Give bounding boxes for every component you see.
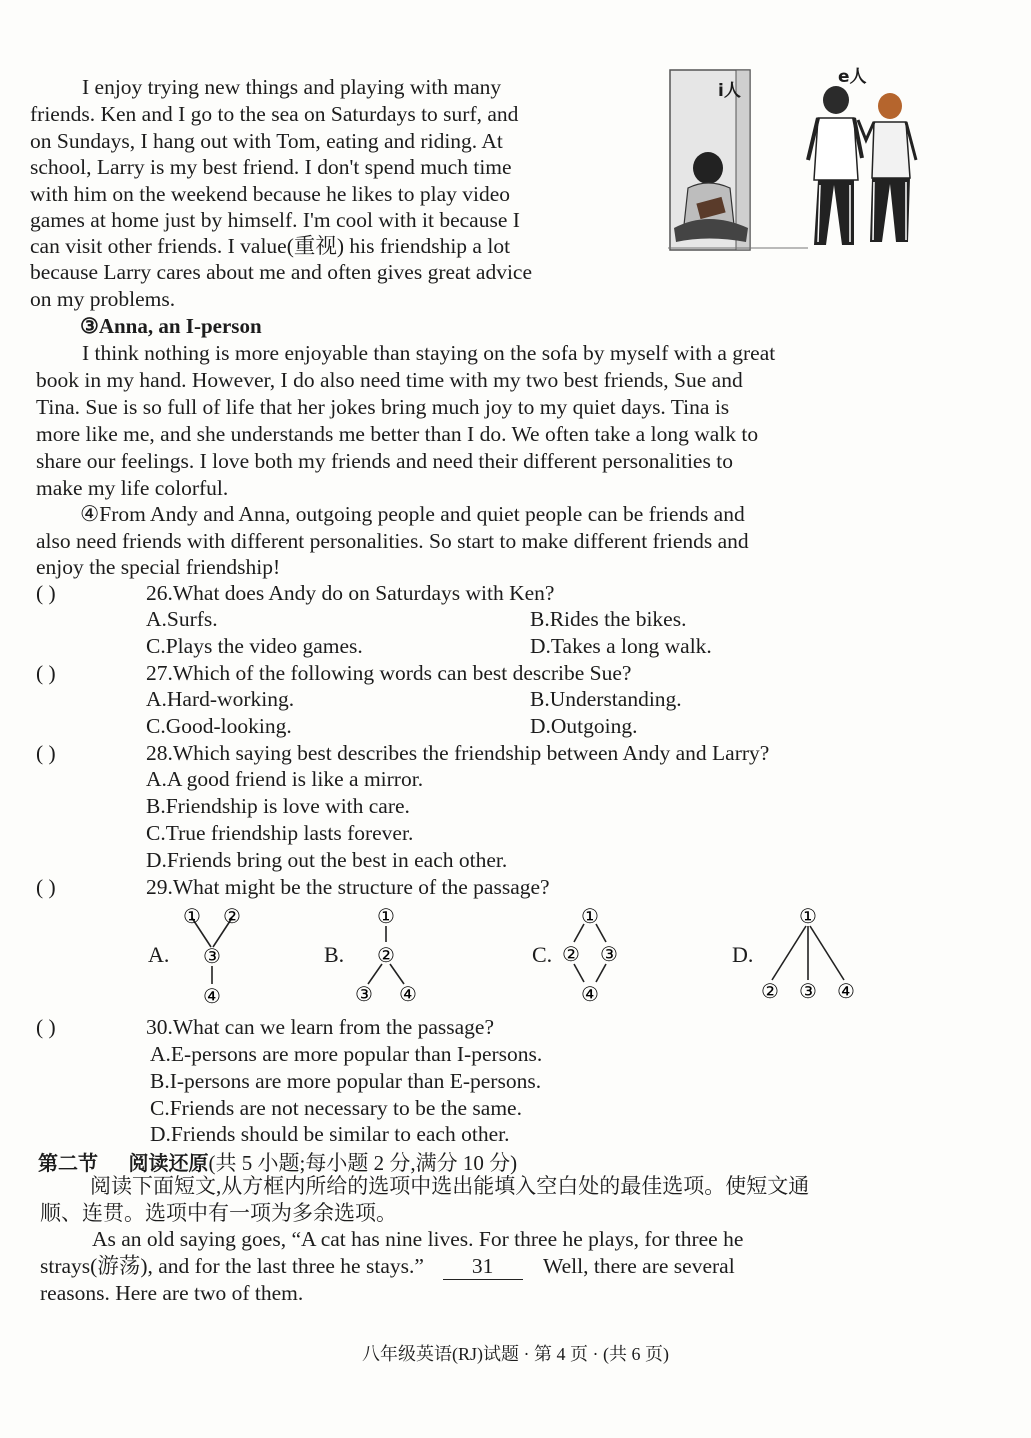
question-stem-28: 28.Which saying best describes the friendship between Andy and Larry? xyxy=(146,741,770,765)
andy-line-9: on my problems. xyxy=(30,287,176,311)
passage-line-2-start: strays(游荡), and for the last three he stays.” xyxy=(40,1254,424,1278)
diagram-b-node-3: ③ xyxy=(355,982,373,1006)
q30-option-b: B.I-persons are more popular than E-persons. xyxy=(150,1069,542,1093)
q30-option-d: D.Friends should be similar to each other. xyxy=(150,1122,510,1146)
anna-line-1: I think nothing is more enjoyable than staying on the sofa by myself with a great xyxy=(82,341,776,365)
answer-blank-27[interactable]: ( ) xyxy=(36,661,56,685)
passage-line-2 xyxy=(40,1253,735,1280)
diagram-d-node-3: ③ xyxy=(799,979,817,1003)
diagram-c-node-2: ② xyxy=(562,942,580,966)
q29-option-c: C. xyxy=(532,942,553,967)
q26-option-b: B.Rides the bikes. xyxy=(530,607,687,631)
anna-line-4: more like me, and she understands me better than I do. We often take a long walk to xyxy=(36,422,759,446)
q29-option-d: D. xyxy=(732,942,754,967)
structure-diagram-c xyxy=(552,902,632,1012)
diagram-d-node-1: ① xyxy=(799,904,817,928)
anna-line-3: Tina. Sue is so full of life that her jokes bring much joy to my quiet days. Tina is xyxy=(36,395,730,419)
question-28 xyxy=(36,740,769,766)
structure-diagram-a xyxy=(176,902,256,1012)
diagram-a-node-2: ② xyxy=(223,904,241,928)
andy-line-8: because Larry cares about me and often gives great advice xyxy=(30,260,533,284)
q29-option-a: A. xyxy=(148,942,170,967)
q26-option-c: C.Plays the video games. xyxy=(146,634,363,658)
diagram-a-node-3: ③ xyxy=(203,944,221,968)
andy-line-1: I enjoy trying new things and playing with many xyxy=(82,75,502,99)
question-30 xyxy=(36,1014,494,1040)
q26-option-d: D.Takes a long walk. xyxy=(530,634,712,658)
conclusion-line-2: also need friends with different personalities. So start to make different friends and xyxy=(36,529,749,553)
diagram-c-node-1: ① xyxy=(581,904,599,928)
passage-line-3: reasons. Here are two of them. xyxy=(40,1281,304,1305)
diagram-d-node-4: ④ xyxy=(837,979,855,1003)
q28-option-d: D.Friends bring out the best in each other. xyxy=(146,848,508,872)
q26-option-a: A.Surfs. xyxy=(146,607,218,631)
q28-option-a: A.A good friend is like a mirror. xyxy=(146,767,424,791)
question-26 xyxy=(36,580,554,606)
anna-line-2: book in my hand. However, I do also need time with my two best friends, Sue and xyxy=(36,368,743,392)
answer-blank-28[interactable]: ( ) xyxy=(36,741,56,765)
anna-line-5: share our feelings. I love both my friends and need their different personalities to xyxy=(36,449,733,473)
page-footer: 八年级英语(RJ)试题 · 第 4 页 · (共 6 页) xyxy=(362,1344,669,1364)
q29-option-b: B. xyxy=(324,942,345,967)
passage-line-2-end: Well, there are several xyxy=(543,1254,735,1278)
section-2-name: 阅读还原 xyxy=(128,1151,209,1175)
q28-option-c: C.True friendship lasts forever. xyxy=(146,821,414,845)
andy-line-5: with him on the weekend because he likes to play video xyxy=(30,182,511,206)
passage-line-1: As an old saying goes, “A cat has nine lives. For three he plays, for three he xyxy=(92,1227,744,1251)
structure-diagram-d xyxy=(752,902,862,1006)
diagram-b-node-1: ① xyxy=(377,904,395,928)
answer-blank-26[interactable]: ( ) xyxy=(36,581,56,605)
i-person-e-person-illustration xyxy=(668,60,924,255)
section-2-instruction-1: 阅读下面短文,从方框内所给的选项中选出能填入空白处的最佳选项。使短文通 xyxy=(90,1174,810,1198)
e-person-label: e人 xyxy=(838,67,867,87)
q27-option-c: C.Good-looking. xyxy=(146,714,292,738)
structure-diagram-b xyxy=(348,902,428,1012)
diagram-b-node-4: ④ xyxy=(399,982,417,1006)
diagram-d-node-2: ② xyxy=(761,979,779,1003)
q27-option-a: A.Hard-working. xyxy=(146,687,295,711)
q28-option-b: B.Friendship is love with care. xyxy=(146,794,410,818)
q27-option-d: D.Outgoing. xyxy=(530,714,638,738)
i-person-label: i人 xyxy=(718,81,741,101)
andy-line-7: can visit other friends. I value(重视) his friendship a lot xyxy=(30,234,511,258)
conclusion-line-1: ④From Andy and Anna, outgoing people and quiet people can be friends and xyxy=(80,502,745,526)
diagram-a-node-4: ④ xyxy=(203,984,221,1008)
question-stem-26: 26.What does Andy do on Saturdays with Ken? xyxy=(146,581,555,605)
diagram-c-node-4: ④ xyxy=(581,982,599,1006)
q30-option-a: A.E-persons are more popular than I-persons. xyxy=(150,1042,543,1066)
answer-blank-29[interactable]: ( ) xyxy=(36,875,56,899)
conclusion-line-3: enjoy the special friendship! xyxy=(36,555,281,579)
question-stem-29: 29.What might be the structure of the passage? xyxy=(146,875,550,899)
question-27 xyxy=(36,660,631,686)
question-stem-27: 27.Which of the following words can best describe Sue? xyxy=(146,661,632,685)
section-2-number: 第二节 xyxy=(38,1151,98,1175)
andy-line-3: on Sundays, I hang out with Tom, eating and riding. At xyxy=(30,129,503,153)
illustration-drawing xyxy=(668,60,924,255)
anna-heading: ③Anna, an I-person xyxy=(80,314,262,338)
anna-line-6: make my life colorful. xyxy=(36,476,229,500)
diagram-b-node-2: ② xyxy=(377,943,395,967)
answer-blank-30[interactable]: ( ) xyxy=(36,1015,56,1039)
diagram-a-node-1: ① xyxy=(183,904,201,928)
blank-31[interactable]: 31 xyxy=(443,1253,523,1280)
andy-line-2: friends. Ken and I go to the sea on Saturdays to surf, and xyxy=(30,102,519,126)
q30-option-c: C.Friends are not necessary to be the same. xyxy=(150,1096,522,1120)
section-2-instruction-2: 顺、连贯。选项中有一项为多余选项。 xyxy=(40,1201,397,1225)
question-stem-30: 30.What can we learn from the passage? xyxy=(146,1015,495,1039)
q27-option-b: B.Understanding. xyxy=(530,687,682,711)
question-29 xyxy=(36,874,550,900)
diagram-c-node-3: ③ xyxy=(600,942,618,966)
section-2-scoring: (共 5 小题;每小题 2 分,满分 10 分) xyxy=(208,1151,518,1175)
andy-line-4: school, Larry is my best friend. I don't spend much time xyxy=(30,155,512,179)
andy-line-6: games at home just by himself. I'm cool with it because I xyxy=(30,208,520,232)
